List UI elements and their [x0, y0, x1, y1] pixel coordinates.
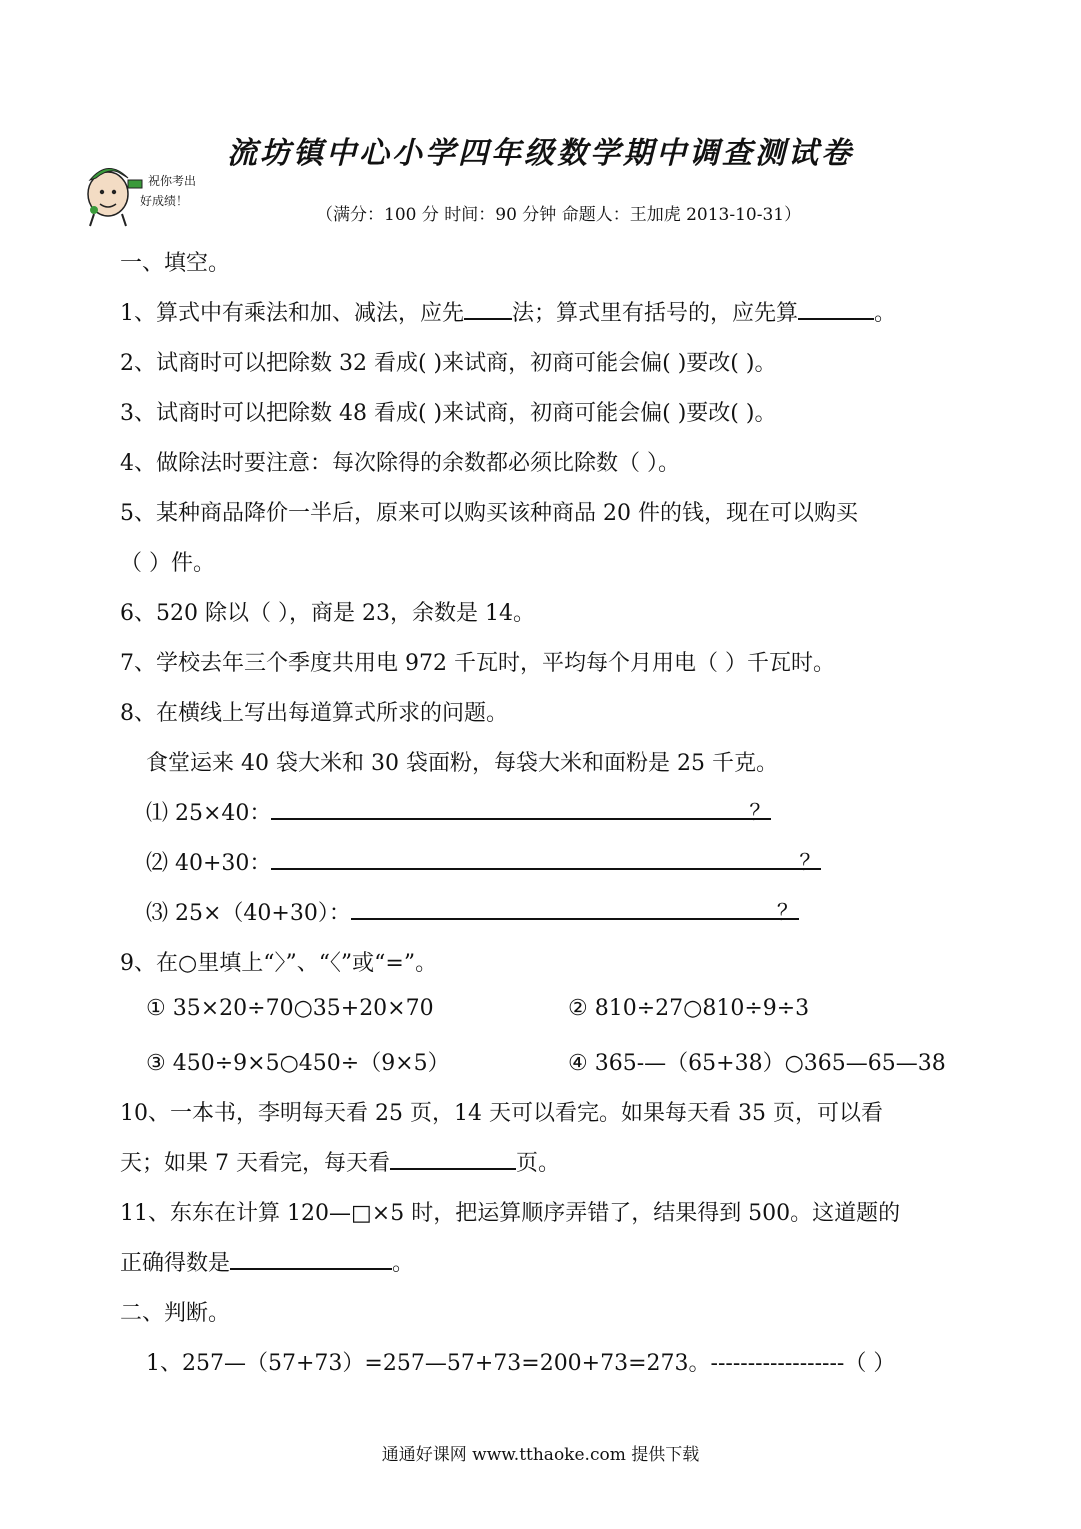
answer-line[interactable]: [271, 846, 821, 870]
question-5-a: 5、某种商品降价一半后，原来可以购买该种商品 20 件的钱，现在可以购买: [120, 501, 858, 526]
question-8-item-3: [146, 896, 799, 927]
answer-blank[interactable]: [230, 1246, 392, 1270]
mascot-text-1: 祝你考出: [148, 174, 197, 188]
section2-heading: 二、判断。: [120, 1301, 231, 1326]
answer-blank[interactable]: [798, 296, 874, 320]
question-9-item-4: ④ 365-—（65+38）○365—65—38: [568, 1051, 946, 1076]
question-2: 2、试商时可以把除数 32 看成( )来试商，初商可能会偏( )要改( )。: [120, 351, 777, 376]
answer-line[interactable]: [271, 796, 771, 820]
question-4: 4、做除法时要注意：每次除得的余数都必须比除数（ ）。: [120, 451, 680, 476]
judge-question-1: 1、257—（57+73）=257—57+73=200+73=273。------------------（ ）: [146, 1351, 896, 1376]
question-8-item-2: [146, 846, 821, 877]
question-10-text-b: 天；如果 7 天看完，每天看: [120, 1151, 390, 1176]
answer-line[interactable]: [351, 896, 799, 920]
question-9-item-1: ① 35×20÷70○35+20×70: [146, 996, 434, 1021]
question-10-a: 10、一本书，李明每天看 25 页，14 天可以看完。如果每天看 35 页，可以看: [120, 1101, 883, 1126]
question-11-text-b: 正确得数是: [120, 1251, 231, 1276]
question-mark: ？: [776, 901, 799, 926]
question-8: 8、在横线上写出每道算式所求的问题。: [120, 701, 508, 726]
question-10-text-c: 页。: [515, 1151, 560, 1176]
question-11-text-c: 。: [392, 1251, 415, 1276]
footer-text: 通通好课网 www.tthaoke.com 提供下载: [381, 1445, 700, 1465]
question-7: 7、学校去年三个季度共用电 972 千瓦时，平均每个月用电（ ）千瓦时。: [120, 651, 835, 676]
answer-blank[interactable]: [390, 1146, 516, 1170]
question-mark: ？: [749, 801, 772, 826]
question-mark: ？: [799, 851, 822, 876]
page-title: 流坊镇中心小学四年级数学期中调查测试卷: [227, 136, 854, 171]
answer-blank[interactable]: [464, 296, 512, 320]
question-8-item-label: ⑴ 25×40：: [146, 801, 272, 826]
question-3: 3、试商时可以把除数 48 看成( )来试商，初商可能会偏( )要改( )。: [120, 401, 777, 426]
question-8-item-1: [146, 796, 771, 827]
question-9-item-3: ③ 450÷9×5○450÷（9×5）: [146, 1051, 450, 1076]
question-5-b: （ ）件。: [120, 551, 215, 576]
question-11-b: [120, 1246, 414, 1277]
section1-heading: 一、填空。: [120, 251, 231, 276]
question-6: 6、520 除以（ ），商是 23，余数是 14。: [120, 601, 535, 626]
question-1-text-a: 1、算式中有乘法和加、减法，应先: [120, 301, 464, 326]
question-1-text-b: 法；算式里有括号的，应先算: [512, 301, 799, 326]
question-9-item-2: ② 810÷27○810÷9÷3: [568, 996, 810, 1021]
mascot-logo: [78, 150, 218, 230]
question-1-text-c: 。: [874, 301, 897, 326]
question-9: 9、在○里填上“〉”、“〈”或“=”。: [120, 951, 438, 976]
mascot-icon: [78, 150, 148, 230]
question-1: [120, 296, 896, 327]
question-11-a: 11、东东在计算 120—□×5 时，把运算顺序弄错了，结果得到 500。这道题的: [120, 1201, 901, 1226]
question-8-item-label: ⑶ 25×（40+30）：: [146, 901, 351, 926]
question-10-b: [120, 1146, 560, 1177]
mascot-text-2: 好成绩！: [140, 194, 189, 208]
question-8-item-label: ⑵ 40+30：: [146, 851, 272, 876]
exam-info: （满分：100 分 时间：90 分钟 命题人：王加虎 2013-10-31）: [316, 205, 802, 225]
question-8-context: 食堂运来 40 袋大米和 30 袋面粉，每袋大米和面粉是 25 千克。: [146, 751, 778, 776]
